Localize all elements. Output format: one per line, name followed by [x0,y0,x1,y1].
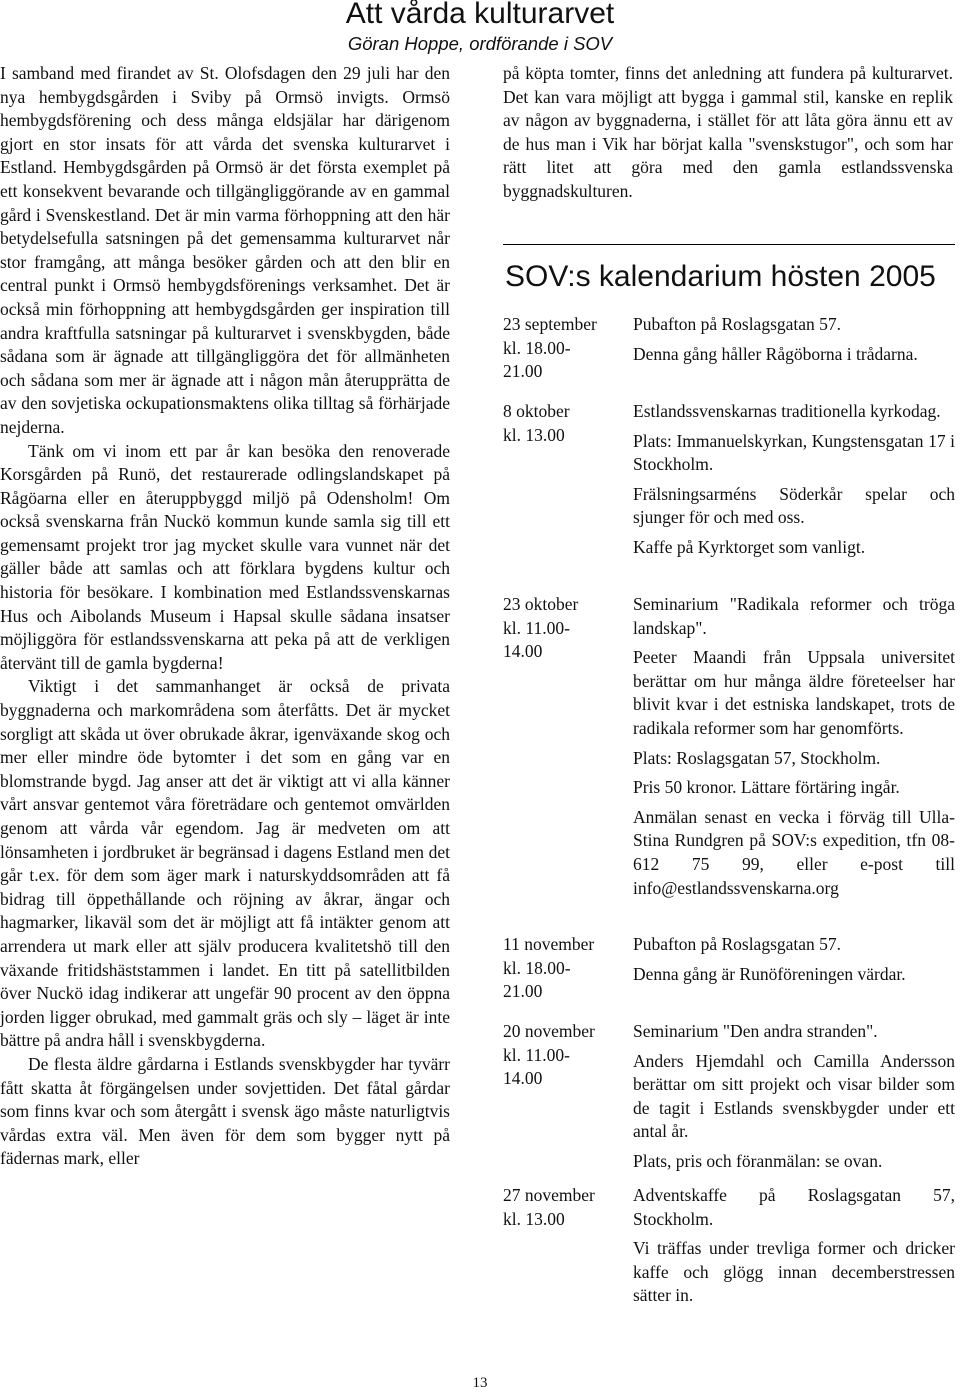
event-date: 8 oktober [503,401,570,421]
event-when [503,400,621,447]
event-detail: Pubafton på Roslagsgatan 57. [633,314,842,334]
event-details [633,593,955,906]
event-detail: Plats, pris och föranmälan: se ovan. [633,1150,883,1171]
event-detail: Adventskaffe på Roslagsgatan 57, Stockholm. [633,1185,955,1229]
article-paragraph: De flesta äldre gårdarna i Estlands svenskbygder har tyvärr fått skatta åt förgängelsen under sovjettiden. Det fåtal gårdar som finns kvar och som återgått i svensk ägo måste naturligtvis vårdas extra väl. Men även för dem som bygger nytt på fädernas mark, eller [0,1053,450,1169]
event-date: 11 november [503,934,595,954]
event-when [503,1020,621,1091]
article-paragraph: Viktigt i det sammanhanget är också de privata byggnaderna och markområdena som återfåtts. Det är mycket sorgligt att skåda ut över obrukade åkrar, igenväxande skog och mer eller mindre öde bytomter i det som en gång var en blomstrande bygd. Jag anser att det är viktigt att vi alla känner vårt ansvar gentemot våra företrädare och gentemot omvärlden genom att vårda vår egendom. Jag är medveten om att lönsamheten i jordbruket är begränsad i dagens Estland men det går t.ex. för dem som äger mark i naturskyddsområden att få bidrag till öppethållande och röjning av åkrar, ängar och hagmarker, likaväl som det är möjligt att få intäkter genom att arrendera ut mark eller att själv producera kvalitetshö till den växande fritidshäststammen i landet. En titt på satellitbilden över Nuckö idag indikerar att ungefär 90 procent av den öppna jorden ligger obrukad, med gammalt gräs och sly – läget är inte bättre på andra håll i svenskbygderna. [0,676,450,1051]
article-continuation: på köpta tomter, finns det anledning att fundera på kulturarvet. Det kan vara möjligt att bygga i gammal stil, kanske en replik av någon av byggnaderna, i stället för att låta göra ännu ett av de hus man i Vik har börjat kalla "svenskstugor", och som har rätt litet att göra med den gamla estlandssvenska byggnadskulturen. [503,63,953,201]
event-when [503,933,621,1004]
event-time: kl. 11.00- [503,617,570,638]
event-when [503,1184,621,1231]
event-details [633,933,955,992]
article-paragraph: I samband med firandet av St. Olofsdagen den 29 juli har den nya hembygdsgården i Sviby på Ormsö invigts. Ormsö hembygdsförening och dess många eldsjälar har därigenom gjort en stor insats för att vårda det svenska kulturarvet i Estland. Hembygdsgården på Ormsö är det första exemplet på ett konsekvent bevarande och tillgängliggörande av en gammal gård i Svenskestland. Det är min varma förhoppning att den här betydelsefulla satsningen på det gemensamma kulturarvet når stor framgång, att många besöker gården och att den blir en central punkt i Ormsö hembygdsförenings verksamhet. Det är också min förhoppning att hembygdsgården ger inspiration till andra kraftfulla satsningar på kulturarvet i svenskbygden, både sådana som är ägnade att tillgängliggöra det för allmänheten och sådana som mer är ägnade att i någon mån återupprätta de av den sovjetiska ockupationsmaktens olika tilltag så förhärjade nejderna. [0,63,450,437]
event-detail: Kaffe på Kyrktorget som vanligt. [633,536,866,557]
event-time: kl. 18.00- [503,957,571,978]
event-time: kl. 18.00- [503,337,571,358]
event-detail: Estlandssvenskarnas traditionella kyrkodag. [633,401,941,421]
event-date: 23 september [503,314,597,334]
event-time: 14.00 [503,641,543,662]
event-detail: Anmälan senast en vecka i förväg till Ulla-Stina Rundgren på SOV:s expedition, tfn 08-612 75 99, eller e-post till info@estlandssvenskarna.org [633,806,955,898]
section-divider [503,244,955,245]
event-detail: Denna gång är Runöföreningen värdar. [633,963,906,984]
article-byline: Göran Hoppe, ordförande i SOV [347,33,613,54]
event-detail: Denna gång håller Rågöborna i trådarna. [633,343,918,364]
article-title: Att vårda kulturarvet [345,0,615,30]
event-details [633,1020,955,1180]
event-detail: Peeter Maandi från Uppsala universitet berättar om hur många äldre företeelser har blivit kvar i det estniska landskapet, trots de radikala reformer som har genomförts. [633,647,955,738]
event-detail: Seminarium "Den andra stranden". [633,1021,878,1041]
event-date: 27 november [503,1185,595,1205]
event-date: 20 november [503,1021,595,1041]
event-details [633,313,955,372]
event-detail: Seminarium "Radikala reformer och tröga landskap". [633,594,955,638]
event-details [633,1184,955,1314]
event-detail: Plats: Immanuelskyrkan, Kungstensgatan 17 i Stockholm. [633,430,955,475]
event-time: kl. 13.00 [503,424,565,445]
event-time: 21.00 [503,361,543,382]
event-when [503,313,621,384]
calendar-title: SOV:s kalendarium hösten 2005 [505,260,936,293]
event-time: 21.00 [503,981,543,1002]
event-time: kl. 13.00 [503,1208,565,1229]
event-detail: Frälsningsarméns Söderkår spelar och sjunger för och med oss. [633,483,955,528]
page-number: 13 [472,1375,488,1391]
event-when [503,593,621,664]
event-details [633,400,955,566]
event-date: 23 oktober [503,594,579,614]
article-paragraph: Tänk om vi inom ett par år kan besöka den renoverade Korsgården på Runö, det restaurerade odlingslandskapet på Rågöarna eller en återuppbyggd miljö på Odensholm! Om också svenskarna från Nuckö kommun kunde samla sig till ett gemensamt projekt tror jag mycket skulle vara vunnet när det gäller både att samlas och att förklara bygdens kultur och historia för besökare. I kombination med Estlandssvenskarnas Hus och Aibolands Museum i Hapsal skulle sådana insatser möjliggöra för estlandssvenskarna att peka på att de verkligen återvänt till de gamla bygderna! [0,440,450,673]
event-detail: Vi träffas under trevliga former och dricker kaffe och glögg innan decemberstressen sätter in. [633,1238,955,1306]
event-time: kl. 11.00- [503,1044,570,1065]
event-time: 14.00 [503,1068,543,1089]
event-detail: Anders Hjemdahl och Camilla Andersson berättar om sitt projekt och visar bilder som de tagit i Estlands svenskbygder under ett antal år. [633,1050,955,1142]
event-detail: Plats: Roslagsgatan 57, Stockholm. [633,747,881,768]
event-detail: Pubafton på Roslagsgatan 57. [633,934,842,954]
event-detail: Pris 50 kronor. Lättare förtäring ingår. [633,777,900,798]
article-column-left [0,62,450,1171]
